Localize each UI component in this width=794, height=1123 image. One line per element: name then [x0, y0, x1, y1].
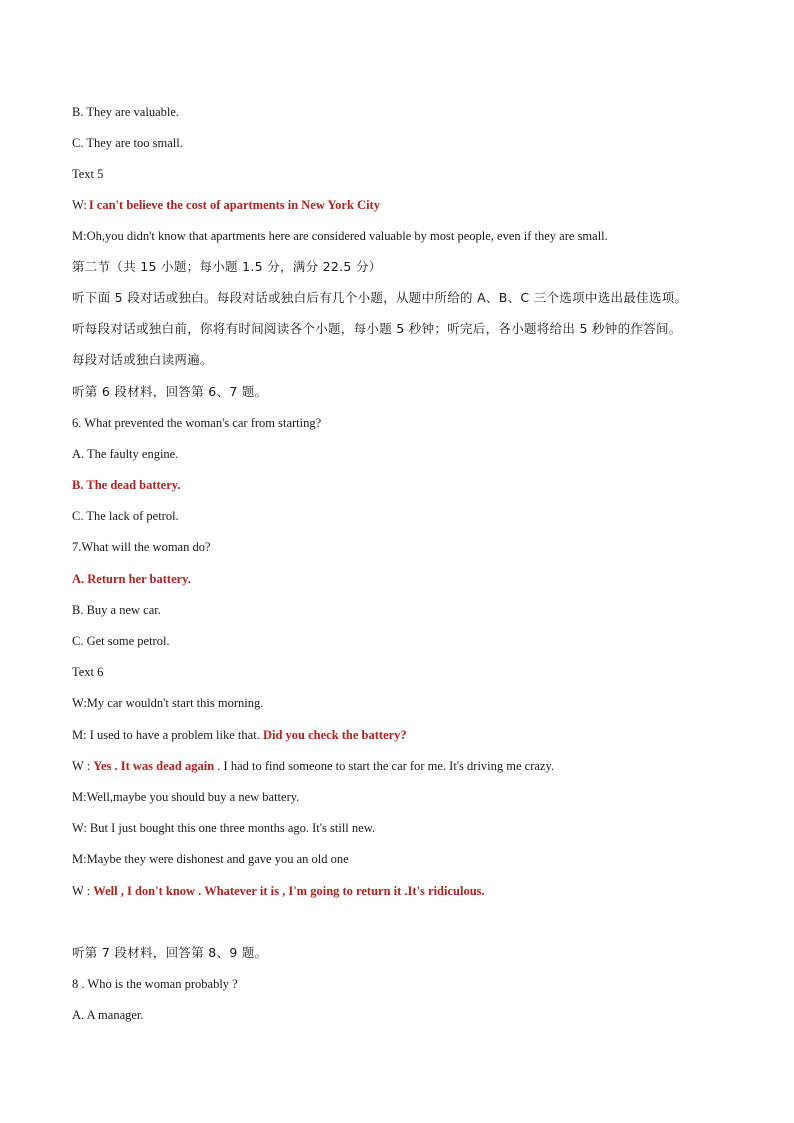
- instructions-line: 听下面 5 段对话或独白。每段对话或独白后有几个小题，从题中所给的 A、B、C 三个选项中选出最佳选项。: [72, 290, 688, 305]
- option-c-q5: C. They are too small.: [72, 136, 183, 150]
- dialogue-line: M:Well,maybe you should buy a new battery.: [72, 790, 300, 804]
- option-a-q7-answer: A. Return her battery.: [72, 572, 191, 586]
- dialogue-line: M:Maybe they were dishonest and gave you an old one: [72, 852, 349, 866]
- question-6: 6. What prevented the woman's car from starting?: [72, 416, 322, 430]
- dialogue-line: W : Yes . It was dead again . I had to find someone to start the car for me. It's driving me crazy.: [72, 759, 555, 773]
- dialogue-line: M: I used to have a problem like that. Did you check the battery?: [72, 728, 407, 742]
- material-heading: 听第 6 段材料，回答第 6、7 题。: [72, 384, 268, 399]
- question-7: 7.What will the woman do?: [72, 540, 211, 554]
- material-heading: 听第 7 段材料，回答第 8、9 题。: [72, 945, 268, 960]
- option-a-q8: A. A manager.: [72, 1008, 144, 1022]
- dialogue-line: W:My car wouldn't start this morning.: [72, 696, 264, 710]
- option-c-q6: C. The lack of petrol.: [72, 509, 179, 523]
- instructions-line: 听每段对话或独白前，你将有时间阅读各个小题，每小题 5 秒钟；听完后，各小题将给出 5 秒钟的作答间。: [72, 321, 682, 336]
- dialogue-line: W: But I just bought this one three months ago. It's still new.: [72, 821, 376, 835]
- dialogue-line: M:Oh,you didn't know that apartments here are considered valuable by most people, even if they are small.: [72, 229, 608, 243]
- option-b-q6-answer: B. The dead battery.: [72, 478, 181, 492]
- option-a-q6: A. The faulty engine.: [72, 447, 179, 461]
- option-b-q7: B. Buy a new car.: [72, 603, 161, 617]
- text-6-heading: Text 6: [72, 665, 104, 679]
- option-c-q7: C. Get some petrol.: [72, 634, 170, 648]
- section-heading: 第二节（共 15 小题；每小题 1.5 分，满分 22.5 分）: [72, 259, 382, 274]
- dialogue-line: W: I can't believe the cost of apartments in New York City: [72, 198, 380, 212]
- option-b-q5: B. They are valuable.: [72, 105, 180, 119]
- question-8: 8 . Who is the woman probably ?: [72, 977, 238, 991]
- text-5-heading: Text 5: [72, 167, 104, 181]
- dialogue-line: W : Well , I don't know . Whatever it is , I'm going to return it .It's ridiculous.: [72, 884, 485, 898]
- instructions-line: 每段对话或独白读两遍。: [72, 352, 213, 367]
